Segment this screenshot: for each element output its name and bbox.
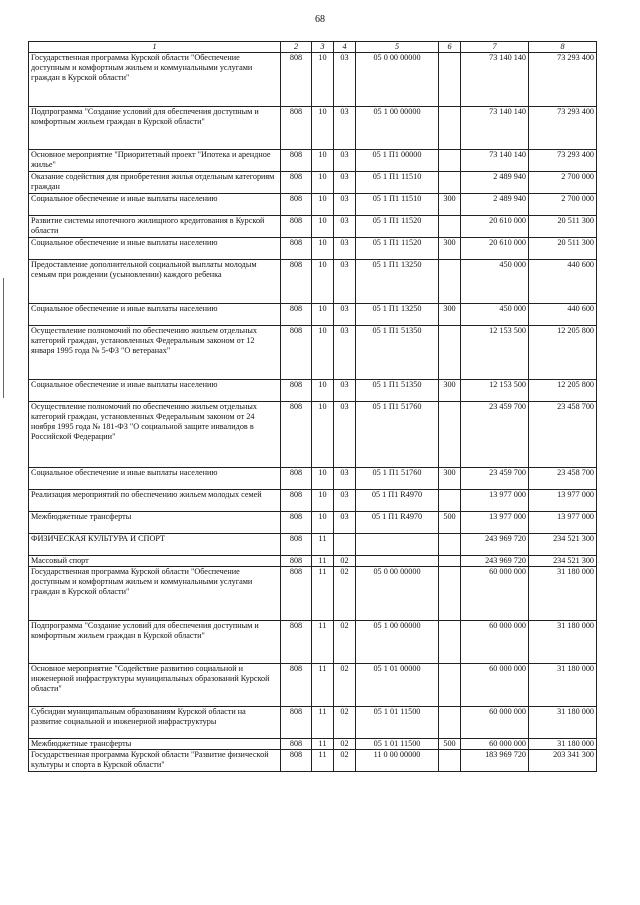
row-value-cell: 440 600 bbox=[529, 260, 597, 304]
row-value-cell: 808 bbox=[281, 238, 312, 260]
row-value-cell: 05 1 П1 51350 bbox=[356, 380, 439, 402]
row-value-cell: 03 bbox=[334, 238, 356, 260]
row-value-cell: 500 bbox=[439, 739, 461, 750]
row-value-cell: 808 bbox=[281, 150, 312, 172]
row-value-cell: 13 977 000 bbox=[461, 490, 529, 512]
row-value-cell: 2 700 000 bbox=[529, 194, 597, 216]
table-row bbox=[29, 216, 597, 238]
row-value-cell: 03 bbox=[334, 216, 356, 238]
row-value-cell: 808 bbox=[281, 194, 312, 216]
row-name-cell: Социальное обеспечение и иные выплаты населению bbox=[29, 468, 281, 490]
row-value-cell: 03 bbox=[334, 490, 356, 512]
row-value-cell bbox=[439, 490, 461, 512]
row-value-cell: 300 bbox=[439, 468, 461, 490]
row-value-cell: 13 977 000 bbox=[461, 512, 529, 534]
row-value-cell: 31 180 000 bbox=[529, 707, 597, 739]
row-value-cell: 03 bbox=[334, 304, 356, 326]
row-value-cell: 13 977 000 bbox=[529, 512, 597, 534]
row-value-cell: 11 bbox=[312, 750, 334, 772]
row-value-cell: 808 bbox=[281, 260, 312, 304]
row-value-cell: 808 bbox=[281, 380, 312, 402]
row-value-cell: 03 bbox=[334, 53, 356, 107]
row-value-cell: 11 bbox=[312, 534, 334, 556]
row-value-cell: 02 bbox=[334, 750, 356, 772]
header-cell: 3 bbox=[312, 42, 334, 53]
row-value-cell: 12 153 500 bbox=[461, 380, 529, 402]
row-value-cell: 808 bbox=[281, 750, 312, 772]
row-name-cell: Основное мероприятие "Приоритетный проект "Ипотека и арендное жилье" bbox=[29, 150, 281, 172]
row-name-cell: Государственная программа Курской области "Обеспечение доступным и комфортным жильем и коммунальными услугами граждан в Курской области" bbox=[29, 53, 281, 107]
row-value-cell: 808 bbox=[281, 556, 312, 567]
row-value-cell: 10 bbox=[312, 402, 334, 468]
row-value-cell bbox=[439, 567, 461, 621]
row-name-cell: Социальное обеспечение и иные выплаты населению bbox=[29, 238, 281, 260]
row-name-cell: Социальное обеспечение и иные выплаты населению bbox=[29, 304, 281, 326]
row-value-cell: 05 1 П1 R4970 bbox=[356, 490, 439, 512]
table-row bbox=[29, 739, 597, 750]
row-value-cell: 05 1 П1 51760 bbox=[356, 468, 439, 490]
row-value-cell: 450 000 bbox=[461, 260, 529, 304]
row-value-cell: 300 bbox=[439, 304, 461, 326]
row-value-cell: 13 977 000 bbox=[529, 490, 597, 512]
row-value-cell bbox=[439, 150, 461, 172]
row-value-cell: 440 600 bbox=[529, 304, 597, 326]
row-value-cell bbox=[439, 402, 461, 468]
row-value-cell bbox=[439, 750, 461, 772]
row-value-cell: 05 1 П1 11520 bbox=[356, 216, 439, 238]
row-value-cell: 11 bbox=[312, 567, 334, 621]
row-value-cell: 03 bbox=[334, 107, 356, 150]
table-row bbox=[29, 304, 597, 326]
page-number: 68 bbox=[315, 14, 325, 25]
header-cell: 8 bbox=[529, 42, 597, 53]
row-value-cell bbox=[439, 172, 461, 194]
row-name-cell: Предоставление дополнительной социальной выплаты молодым семьям при рождении (усыновлении) каждого ребенка bbox=[29, 260, 281, 304]
table-row bbox=[29, 53, 597, 107]
row-value-cell: 05 1 00 00000 bbox=[356, 107, 439, 150]
row-value-cell: 03 bbox=[334, 512, 356, 534]
table-row bbox=[29, 326, 597, 380]
row-value-cell: 11 bbox=[312, 664, 334, 707]
row-value-cell: 808 bbox=[281, 512, 312, 534]
table-row bbox=[29, 621, 597, 664]
row-value-cell: 808 bbox=[281, 53, 312, 107]
row-value-cell: 808 bbox=[281, 490, 312, 512]
row-value-cell: 03 bbox=[334, 468, 356, 490]
row-value-cell: 23 459 700 bbox=[461, 468, 529, 490]
row-name-cell: Подпрограмма "Создание условий для обеспечения доступным и комфортным жильем граждан в Курской области" bbox=[29, 107, 281, 150]
row-value-cell: 60 000 000 bbox=[461, 739, 529, 750]
row-value-cell: 20 511 300 bbox=[529, 216, 597, 238]
row-value-cell: 05 1 01 11500 bbox=[356, 707, 439, 739]
row-value-cell: 23 458 700 bbox=[529, 402, 597, 468]
row-value-cell: 10 bbox=[312, 53, 334, 107]
row-value-cell bbox=[356, 556, 439, 567]
row-value-cell: 10 bbox=[312, 194, 334, 216]
header-cell: 4 bbox=[334, 42, 356, 53]
table-row bbox=[29, 402, 597, 468]
row-value-cell bbox=[439, 107, 461, 150]
row-value-cell: 300 bbox=[439, 238, 461, 260]
row-value-cell: 05 0 00 00000 bbox=[356, 53, 439, 107]
row-value-cell: 73 293 400 bbox=[529, 53, 597, 107]
row-value-cell: 808 bbox=[281, 534, 312, 556]
row-value-cell: 11 bbox=[312, 556, 334, 567]
row-value-cell bbox=[439, 260, 461, 304]
row-value-cell bbox=[439, 556, 461, 567]
row-value-cell: 11 bbox=[312, 621, 334, 664]
row-value-cell: 02 bbox=[334, 621, 356, 664]
row-value-cell: 05 1 П1 11510 bbox=[356, 172, 439, 194]
header-cell: 6 bbox=[439, 42, 461, 53]
row-value-cell: 2 489 940 bbox=[461, 194, 529, 216]
header-row bbox=[29, 42, 597, 53]
row-name-cell: Социальное обеспечение и иные выплаты населению bbox=[29, 380, 281, 402]
table-row bbox=[29, 664, 597, 707]
table-row bbox=[29, 556, 597, 567]
row-value-cell: 12 205 800 bbox=[529, 326, 597, 380]
row-value-cell: 73 140 140 bbox=[461, 53, 529, 107]
table-row bbox=[29, 707, 597, 739]
table-row bbox=[29, 260, 597, 304]
row-value-cell: 10 bbox=[312, 512, 334, 534]
row-value-cell: 03 bbox=[334, 402, 356, 468]
header-cell: 7 bbox=[461, 42, 529, 53]
row-value-cell: 20 610 000 bbox=[461, 238, 529, 260]
table-row bbox=[29, 567, 597, 621]
row-value-cell: 03 bbox=[334, 380, 356, 402]
row-value-cell: 10 bbox=[312, 304, 334, 326]
row-value-cell: 808 bbox=[281, 304, 312, 326]
row-value-cell: 03 bbox=[334, 194, 356, 216]
row-value-cell: 10 bbox=[312, 150, 334, 172]
row-value-cell: 02 bbox=[334, 664, 356, 707]
row-value-cell: 05 0 00 00000 bbox=[356, 567, 439, 621]
row-value-cell: 60 000 000 bbox=[461, 664, 529, 707]
row-value-cell: 808 bbox=[281, 107, 312, 150]
row-name-cell: Основное мероприятие "Содействие развитию социальной и инженерной инфраструктуры муниципальных образований Курской области" bbox=[29, 664, 281, 707]
row-value-cell bbox=[439, 707, 461, 739]
row-value-cell: 10 bbox=[312, 468, 334, 490]
row-value-cell: 808 bbox=[281, 468, 312, 490]
row-value-cell: 808 bbox=[281, 172, 312, 194]
row-value-cell: 10 bbox=[312, 172, 334, 194]
row-value-cell: 808 bbox=[281, 739, 312, 750]
row-value-cell: 2 489 940 bbox=[461, 172, 529, 194]
row-name-cell: Межбюджетные трансферты bbox=[29, 739, 281, 750]
row-value-cell bbox=[439, 53, 461, 107]
row-value-cell bbox=[356, 534, 439, 556]
row-value-cell: 05 1 П1 51760 bbox=[356, 402, 439, 468]
row-value-cell: 234 521 300 bbox=[529, 556, 597, 567]
table-row bbox=[29, 107, 597, 150]
row-value-cell: 234 521 300 bbox=[529, 534, 597, 556]
row-value-cell: 12 153 500 bbox=[461, 326, 529, 380]
table-row bbox=[29, 380, 597, 402]
table-row bbox=[29, 150, 597, 172]
row-value-cell: 500 bbox=[439, 512, 461, 534]
row-value-cell: 05 1 П1 13250 bbox=[356, 304, 439, 326]
header-cell: 5 bbox=[356, 42, 439, 53]
row-name-cell: Осуществление полномочий по обеспечению жильем отдельных категорий граждан, установленных Федеральным законом от 24 ноября 1995 года № 181-ФЗ "О социальной защите инвалидов в Российской Федерации" bbox=[29, 402, 281, 468]
table-row bbox=[29, 194, 597, 216]
row-value-cell: 02 bbox=[334, 556, 356, 567]
row-value-cell: 05 1 00 00000 bbox=[356, 621, 439, 664]
row-value-cell: 05 1 П1 R4970 bbox=[356, 512, 439, 534]
row-value-cell: 10 bbox=[312, 107, 334, 150]
row-value-cell: 10 bbox=[312, 216, 334, 238]
row-value-cell: 300 bbox=[439, 194, 461, 216]
row-value-cell: 450 000 bbox=[461, 304, 529, 326]
row-value-cell: 05 1 П1 51350 bbox=[356, 326, 439, 380]
row-value-cell: 60 000 000 bbox=[461, 621, 529, 664]
row-value-cell: 243 969 720 bbox=[461, 556, 529, 567]
row-value-cell: 808 bbox=[281, 621, 312, 664]
row-value-cell: 02 bbox=[334, 707, 356, 739]
row-value-cell: 808 bbox=[281, 707, 312, 739]
row-value-cell bbox=[439, 664, 461, 707]
row-name-cell: Государственная программа Курской области "Обеспечение доступным и комфортным жильем и коммунальными услугами граждан в Курской области" bbox=[29, 567, 281, 621]
row-value-cell: 31 180 000 bbox=[529, 739, 597, 750]
row-value-cell: 808 bbox=[281, 664, 312, 707]
row-value-cell bbox=[334, 534, 356, 556]
row-value-cell: 73 293 400 bbox=[529, 150, 597, 172]
row-value-cell: 20 511 300 bbox=[529, 238, 597, 260]
row-name-cell: Межбюджетные трансферты bbox=[29, 512, 281, 534]
row-value-cell: 02 bbox=[334, 739, 356, 750]
table-row bbox=[29, 238, 597, 260]
table-row bbox=[29, 468, 597, 490]
row-value-cell: 31 180 000 bbox=[529, 567, 597, 621]
row-value-cell: 11 bbox=[312, 739, 334, 750]
row-name-cell: Субсидии муниципальным образованиям Курской области на развитие социальной и инженерной инфраструктуры bbox=[29, 707, 281, 739]
row-value-cell: 23 458 700 bbox=[529, 468, 597, 490]
row-value-cell: 10 bbox=[312, 326, 334, 380]
row-value-cell: 03 bbox=[334, 260, 356, 304]
row-value-cell: 05 1 01 11500 bbox=[356, 739, 439, 750]
row-value-cell: 10 bbox=[312, 260, 334, 304]
budget-table bbox=[28, 41, 597, 772]
row-name-cell: Оказание содействия для приобретения жилья отдельным категориям граждан bbox=[29, 172, 281, 194]
row-value-cell: 10 bbox=[312, 490, 334, 512]
row-value-cell: 05 1 П1 11520 bbox=[356, 238, 439, 260]
row-value-cell: 20 610 000 bbox=[461, 216, 529, 238]
row-value-cell: 300 bbox=[439, 380, 461, 402]
row-name-cell: Социальное обеспечение и иные выплаты населению bbox=[29, 194, 281, 216]
row-value-cell: 203 341 300 bbox=[529, 750, 597, 772]
row-value-cell bbox=[439, 216, 461, 238]
row-value-cell: 03 bbox=[334, 172, 356, 194]
row-value-cell: 243 969 720 bbox=[461, 534, 529, 556]
row-name-cell: Массовый спорт bbox=[29, 556, 281, 567]
row-value-cell: 31 180 000 bbox=[529, 621, 597, 664]
margin-line bbox=[3, 278, 4, 398]
row-value-cell: 05 1 П1 11510 bbox=[356, 194, 439, 216]
row-name-cell: Государственная программа Курской области "Развитие физической культуры и спорта в Курской области" bbox=[29, 750, 281, 772]
row-value-cell: 31 180 000 bbox=[529, 664, 597, 707]
row-value-cell: 2 700 000 bbox=[529, 172, 597, 194]
row-name-cell: Осуществление полномочий по обеспечению жильем отдельных категорий граждан, установленных Федеральным законом от 12 января 1995 года № 5-ФЗ "О ветеранах" bbox=[29, 326, 281, 380]
row-value-cell bbox=[439, 621, 461, 664]
row-value-cell: 03 bbox=[334, 326, 356, 380]
row-value-cell: 808 bbox=[281, 326, 312, 380]
row-value-cell: 11 bbox=[312, 707, 334, 739]
row-value-cell: 11 0 00 00000 bbox=[356, 750, 439, 772]
row-value-cell: 10 bbox=[312, 380, 334, 402]
table-row bbox=[29, 750, 597, 772]
row-value-cell: 60 000 000 bbox=[461, 707, 529, 739]
row-value-cell: 03 bbox=[334, 150, 356, 172]
row-value-cell: 73 140 140 bbox=[461, 150, 529, 172]
table-row bbox=[29, 490, 597, 512]
row-value-cell: 02 bbox=[334, 567, 356, 621]
header-cell: 1 bbox=[29, 42, 281, 53]
row-value-cell: 10 bbox=[312, 238, 334, 260]
table-row bbox=[29, 534, 597, 556]
row-value-cell: 73 140 140 bbox=[461, 107, 529, 150]
row-value-cell: 23 459 700 bbox=[461, 402, 529, 468]
row-value-cell: 05 1 П1 13250 bbox=[356, 260, 439, 304]
row-name-cell: Развитие системы ипотечного жилищного кредитования в Курской области bbox=[29, 216, 281, 238]
row-name-cell: Подпрограмма "Создание условий для обеспечения доступным и комфортным жильем граждан в Курской области" bbox=[29, 621, 281, 664]
row-value-cell: 12 205 800 bbox=[529, 380, 597, 402]
row-value-cell: 808 bbox=[281, 216, 312, 238]
row-name-cell: Реализация мероприятий по обеспечению жильем молодых семей bbox=[29, 490, 281, 512]
table-row bbox=[29, 172, 597, 194]
row-value-cell: 808 bbox=[281, 567, 312, 621]
row-value-cell: 05 1 01 00000 bbox=[356, 664, 439, 707]
row-value-cell: 73 293 400 bbox=[529, 107, 597, 150]
header-cell: 2 bbox=[281, 42, 312, 53]
row-name-cell: ФИЗИЧЕСКАЯ КУЛЬТУРА И СПОРТ bbox=[29, 534, 281, 556]
row-value-cell: 05 1 П1 00000 bbox=[356, 150, 439, 172]
row-value-cell: 183 969 720 bbox=[461, 750, 529, 772]
row-value-cell: 808 bbox=[281, 402, 312, 468]
row-value-cell bbox=[439, 534, 461, 556]
row-value-cell: 60 000 000 bbox=[461, 567, 529, 621]
table-row bbox=[29, 512, 597, 534]
row-value-cell bbox=[439, 326, 461, 380]
